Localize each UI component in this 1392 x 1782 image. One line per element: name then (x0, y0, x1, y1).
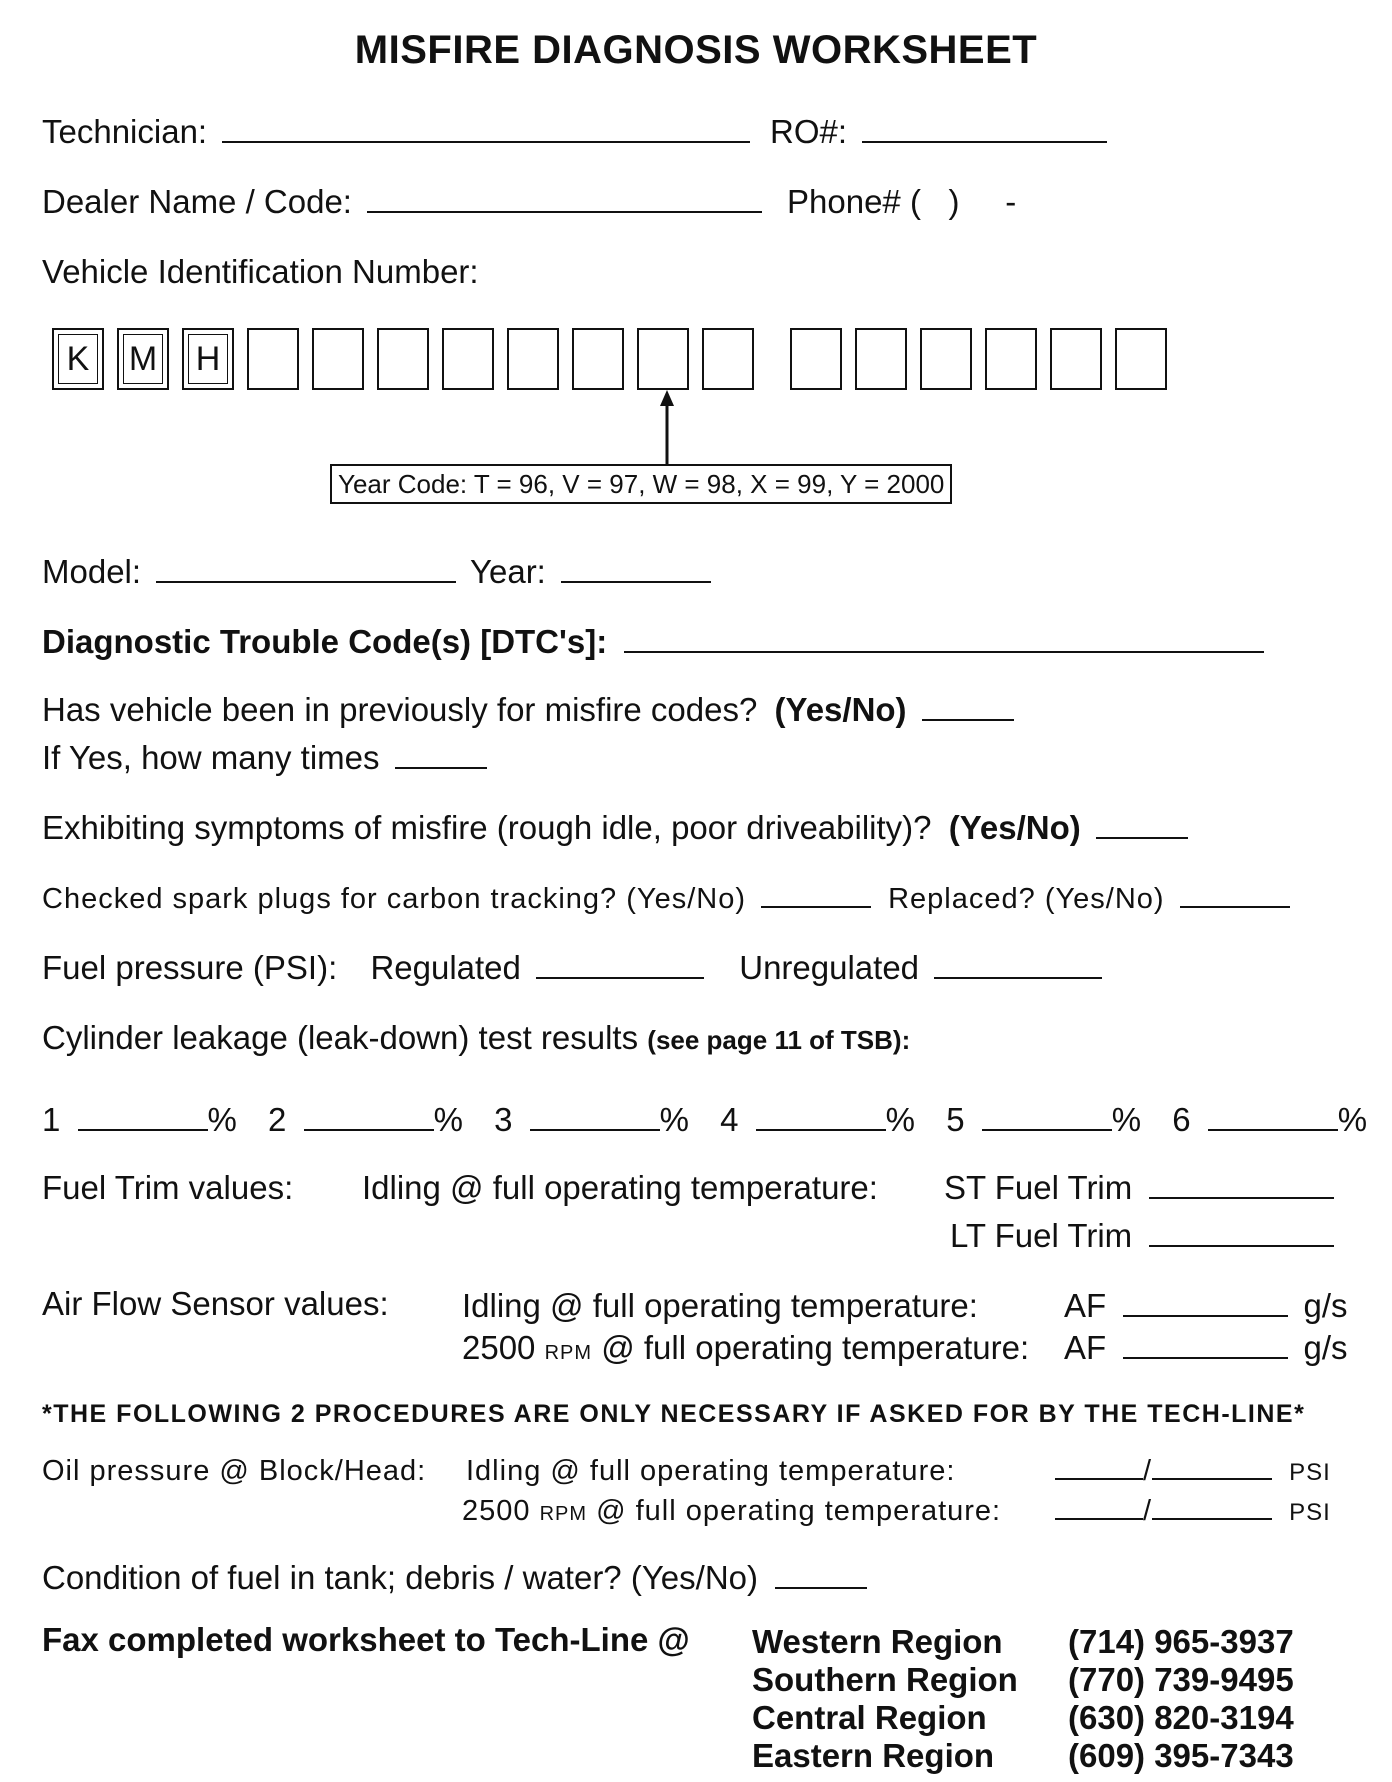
fuel-condition-field[interactable] (775, 1559, 867, 1589)
year-arrow-icon (652, 388, 682, 464)
oil-2500-row (1055, 1492, 1331, 1532)
oil-label: Oil pressure @ Block/Head: (42, 1455, 427, 1487)
cylinder-3-field[interactable] (530, 1101, 660, 1131)
phone-field[interactable]: Phone# ( ) - (787, 183, 1017, 220)
ro-field[interactable] (862, 113, 1107, 143)
af-idle-field[interactable] (1123, 1287, 1288, 1317)
airflow-rpm-unit: RPM (544, 1342, 593, 1364)
cylinder-2-label: 2 (268, 1101, 287, 1138)
spark-answer-field[interactable] (761, 880, 871, 908)
times-field[interactable] (395, 739, 487, 769)
symptoms-row (42, 808, 1188, 848)
procedures-note: *THE FOLLOWING 2 PROCEDURES ARE ONLY NECESSARY IF ASKED FOR BY THE TECH-LINE* (42, 1400, 1306, 1428)
year-label: Year: (470, 553, 546, 590)
af-2500-row (1064, 1328, 1348, 1368)
cylinder-3-percent: % (659, 1101, 689, 1138)
fuel-trim-label: Fuel Trim values: (42, 1169, 294, 1206)
model-field[interactable] (156, 553, 456, 583)
fuel-pressure-label: Fuel pressure (PSI): (42, 949, 338, 986)
symptoms-yes-no: (Yes/No) (948, 809, 1081, 846)
vin-box-11[interactable] (702, 328, 754, 390)
prev-yes-no: (Yes/No) (774, 691, 907, 728)
lt-trim-row (950, 1216, 1334, 1256)
replaced-answer-field[interactable] (1180, 880, 1290, 908)
oil-2500-unit: PSI (1289, 1499, 1331, 1526)
ro-row (770, 112, 1107, 152)
technician-label: Technician: (42, 113, 208, 150)
oil-idle-unit: PSI (1289, 1459, 1331, 1486)
oil-idle-block-field[interactable] (1055, 1452, 1143, 1480)
dealer-label: Dealer Name / Code: (42, 183, 352, 220)
vin-box-3[interactable]: H (182, 328, 234, 390)
year-row (470, 552, 711, 592)
dtc-row (42, 622, 1264, 662)
regulated-label: Regulated (370, 949, 521, 986)
prev-row (42, 690, 1014, 730)
region-southern-name: Southern Region (752, 1661, 1018, 1698)
airflow-label: Air Flow Sensor values: (42, 1285, 389, 1322)
airflow-2500-label: 2500 (462, 1329, 536, 1366)
lt-trim-label: LT Fuel Trim (950, 1217, 1133, 1254)
spark-question: Checked spark plugs for carbon tracking? (Yes/No) (42, 883, 746, 915)
cylinder-2-percent: % (433, 1101, 463, 1138)
oil-2500-slash: / (1143, 1495, 1153, 1527)
fuel-condition-question: Condition of fuel in tank; debris / water? (Yes/No) (42, 1559, 758, 1596)
vin-box-2[interactable]: M (117, 328, 169, 390)
symptoms-question: Exhibiting symptoms of misfire (rough idle, poor driveability)? (42, 809, 932, 846)
oil-2500-block-field[interactable] (1055, 1492, 1143, 1520)
cylinder-6-percent: % (1337, 1101, 1368, 1138)
region-central-name: Central Region (752, 1699, 987, 1736)
vin-box-4[interactable] (247, 328, 299, 390)
fuel-condition-row (42, 1558, 867, 1598)
unregulated-field[interactable] (934, 949, 1102, 979)
af-2500-field[interactable] (1123, 1329, 1288, 1359)
cylinder-2-field[interactable] (304, 1101, 434, 1131)
cylinder-1-field[interactable] (78, 1101, 208, 1131)
model-row (42, 552, 456, 592)
region-western-name: Western Region (752, 1623, 1003, 1660)
af-2500-label: AF (1064, 1329, 1107, 1366)
oil-idle-head-field[interactable] (1152, 1452, 1272, 1480)
vin-box-6[interactable] (377, 328, 429, 390)
st-trim-label: ST Fuel Trim (944, 1169, 1133, 1206)
vin-box-17[interactable] (1115, 328, 1167, 390)
vin-box-9[interactable] (572, 328, 624, 390)
airflow-2500-row (462, 1328, 1029, 1373)
fax-label: Fax completed worksheet to Tech-Line @ (42, 1621, 690, 1658)
dtc-label: Diagnostic Trouble Code(s) [DTC's]: (42, 623, 608, 660)
cylinder-4-field[interactable] (756, 1101, 886, 1131)
region-western-phone: (714) 965-3937 (1068, 1623, 1294, 1660)
cylinder-3-label: 3 (494, 1101, 513, 1138)
spark-row (42, 880, 1290, 918)
oil-2500-head-field[interactable] (1152, 1492, 1272, 1520)
prev-answer-field[interactable] (922, 691, 1014, 721)
region-eastern-name: Eastern Region (752, 1737, 995, 1774)
af-idle-label: AF (1064, 1287, 1107, 1324)
airflow-idling-label: Idling @ full operating temperature: (462, 1287, 978, 1324)
cylinder-1-label: 1 (42, 1101, 61, 1138)
leak-label: Cylinder leakage (leak-down) test results (42, 1019, 639, 1056)
cylinder-row (42, 1100, 1367, 1140)
cylinder-4-percent: % (885, 1101, 916, 1138)
cylinder-5-field[interactable] (982, 1101, 1112, 1131)
vin-box-1[interactable]: K (52, 328, 104, 390)
vin-label: Vehicle Identification Number: (42, 253, 479, 290)
unregulated-label: Unregulated (739, 949, 920, 986)
replaced-question: Replaced? (Yes/No) (888, 883, 1165, 915)
dtc-field[interactable] (624, 623, 1264, 653)
vin-box-14[interactable] (920, 328, 972, 390)
regulated-field[interactable] (536, 949, 704, 979)
page-title: MISFIRE DIAGNOSIS WORKSHEET (354, 28, 1038, 72)
vin-box-15[interactable] (985, 328, 1037, 390)
if-yes-label: If Yes, how many times (42, 739, 380, 776)
vin-box-8[interactable] (507, 328, 559, 390)
st-trim-field[interactable] (1149, 1169, 1334, 1199)
dealer-field[interactable] (367, 183, 762, 213)
oil-2500-label: 2500 (462, 1495, 531, 1527)
af-idle-row (1064, 1286, 1348, 1326)
airflow-2500-temp-label: @ full operating temperature: (601, 1329, 1030, 1366)
cylinder-6-field[interactable] (1208, 1101, 1338, 1131)
vin-box-13[interactable] (855, 328, 907, 390)
technician-field[interactable] (222, 113, 750, 143)
technician-row (42, 112, 750, 152)
year-code-note: Year Code: T = 96, V = 97, W = 98, X = 99, Y = 2000 (330, 464, 952, 504)
af-2500-unit: g/s (1303, 1329, 1348, 1366)
oil-idle-row (1055, 1452, 1331, 1492)
ro-label: RO#: (770, 113, 848, 150)
vin-box-5[interactable] (312, 328, 364, 390)
fuel-pressure-row (42, 948, 1102, 988)
vin-box-7[interactable] (442, 328, 494, 390)
oil-2500-row-label (462, 1492, 1001, 1533)
cylinder-6-label: 6 (1172, 1101, 1191, 1138)
dealer-row (42, 182, 762, 222)
oil-idling-label: Idling @ full operating temperature: (466, 1455, 956, 1487)
cylinder-4-label: 4 (720, 1101, 739, 1138)
region-eastern-phone: (609) 395-7343 (1068, 1737, 1294, 1774)
symptoms-answer-field[interactable] (1096, 809, 1188, 839)
region-southern-phone: (770) 739-9495 (1068, 1661, 1294, 1698)
cylinder-1-percent: % (207, 1101, 237, 1138)
if-yes-row (42, 738, 487, 778)
af-idle-unit: g/s (1303, 1287, 1348, 1324)
region-central-phone: (630) 820-3194 (1068, 1699, 1294, 1736)
st-trim-row (944, 1168, 1334, 1208)
cylinder-5-percent: % (1111, 1101, 1142, 1138)
model-label: Model: (42, 553, 142, 590)
vin-box-10-year[interactable] (637, 328, 689, 390)
leak-ref: (see page 11 of TSB): (647, 1025, 911, 1055)
vin-box-16[interactable] (1050, 328, 1102, 390)
oil-idle-slash: / (1143, 1455, 1153, 1487)
year-field[interactable] (561, 553, 711, 583)
fuel-trim-idling-label: Idling @ full operating temperature: (362, 1169, 878, 1206)
leak-row (42, 1018, 910, 1060)
vin-box-12[interactable] (790, 328, 842, 390)
oil-2500-temp-label: @ full operating temperature: (596, 1495, 1002, 1527)
oil-rpm-unit: RPM (539, 1503, 588, 1525)
prev-question: Has vehicle been in previously for misfire codes? (42, 691, 758, 728)
cylinder-5-label: 5 (946, 1101, 965, 1138)
lt-trim-field[interactable] (1149, 1217, 1334, 1247)
